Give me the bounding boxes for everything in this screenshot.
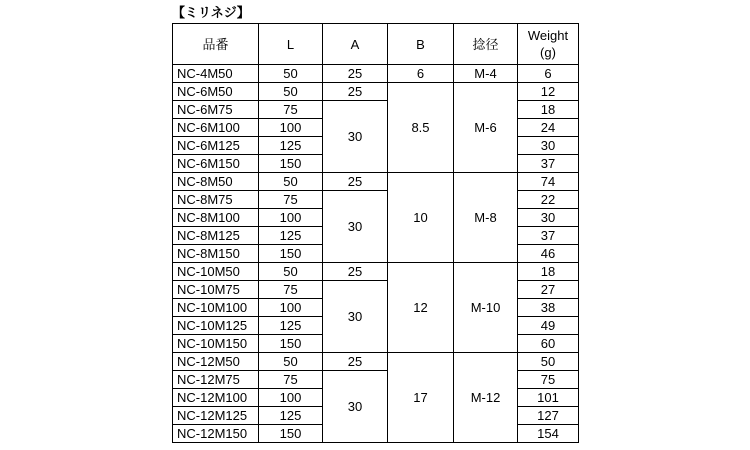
length-cell: 150: [259, 155, 323, 173]
table-row: [173, 173, 579, 191]
table-row: [173, 371, 579, 389]
weight-cell: 101: [518, 389, 579, 407]
weight-cell: 127: [518, 407, 579, 425]
weight-cell: 22: [518, 191, 579, 209]
header-model: 品番: [173, 24, 259, 65]
table-row: [173, 83, 579, 101]
weight-cell: 46: [518, 245, 579, 263]
model-cell: NC-8M75: [173, 191, 259, 209]
a-cell: 30: [323, 281, 388, 353]
table-caption: 【ミリネジ】: [172, 6, 250, 21]
a-cell: 30: [323, 191, 388, 263]
a-cell: 25: [323, 83, 388, 101]
header-row: [173, 24, 579, 65]
weight-cell: 37: [518, 227, 579, 245]
weight-cell: 154: [518, 425, 579, 443]
weight-cell: 30: [518, 137, 579, 155]
thread-cell: M-8: [454, 173, 518, 263]
length-cell: 75: [259, 281, 323, 299]
weight-cell: 74: [518, 173, 579, 191]
model-cell: NC-12M125: [173, 407, 259, 425]
thread-cell: M-10: [454, 263, 518, 353]
length-cell: 75: [259, 101, 323, 119]
weight-cell: 38: [518, 299, 579, 317]
model-cell: NC-4M50: [173, 65, 259, 83]
table-row: [173, 281, 579, 299]
weight-cell: 18: [518, 263, 579, 281]
b-cell: 12: [388, 263, 454, 353]
table-row: [173, 263, 579, 281]
model-cell: NC-6M150: [173, 155, 259, 173]
header-weight: Weight (g): [518, 24, 579, 65]
model-cell: NC-6M125: [173, 137, 259, 155]
weight-cell: 6: [518, 65, 579, 83]
model-cell: NC-6M75: [173, 101, 259, 119]
length-cell: 50: [259, 83, 323, 101]
length-cell: 150: [259, 425, 323, 443]
header-thread: 捻径: [454, 24, 518, 65]
spec-table: [172, 23, 579, 443]
length-cell: 75: [259, 371, 323, 389]
model-cell: NC-10M75: [173, 281, 259, 299]
table-row: [173, 353, 579, 371]
model-cell: NC-12M150: [173, 425, 259, 443]
length-cell: 100: [259, 119, 323, 137]
thread-cell: M-12: [454, 353, 518, 443]
length-cell: 150: [259, 245, 323, 263]
table-body: [173, 65, 579, 443]
table-row: [173, 191, 579, 209]
length-cell: 50: [259, 353, 323, 371]
model-cell: NC-12M100: [173, 389, 259, 407]
length-cell: 100: [259, 299, 323, 317]
length-cell: 125: [259, 317, 323, 335]
length-cell: 100: [259, 389, 323, 407]
b-cell: 8.5: [388, 83, 454, 173]
header-length: L: [259, 24, 323, 65]
weight-cell: 18: [518, 101, 579, 119]
weight-cell: 30: [518, 209, 579, 227]
length-cell: 150: [259, 335, 323, 353]
weight-cell: 12: [518, 83, 579, 101]
length-cell: 125: [259, 137, 323, 155]
table-row: [173, 65, 579, 83]
thread-cell: M-4: [454, 65, 518, 83]
header-a: A: [323, 24, 388, 65]
length-cell: 50: [259, 65, 323, 83]
b-cell: 10: [388, 173, 454, 263]
a-cell: 30: [323, 371, 388, 443]
b-cell: 6: [388, 65, 454, 83]
weight-cell: 27: [518, 281, 579, 299]
a-cell: 30: [323, 101, 388, 173]
thread-cell: M-6: [454, 83, 518, 173]
length-cell: 125: [259, 227, 323, 245]
model-cell: NC-8M125: [173, 227, 259, 245]
model-cell: NC-6M50: [173, 83, 259, 101]
weight-cell: 24: [518, 119, 579, 137]
length-cell: 50: [259, 173, 323, 191]
weight-cell: 75: [518, 371, 579, 389]
model-cell: NC-8M150: [173, 245, 259, 263]
weight-cell: 60: [518, 335, 579, 353]
model-cell: NC-6M100: [173, 119, 259, 137]
model-cell: NC-10M125: [173, 317, 259, 335]
weight-cell: 37: [518, 155, 579, 173]
model-cell: NC-8M100: [173, 209, 259, 227]
weight-cell: 50: [518, 353, 579, 371]
length-cell: 100: [259, 209, 323, 227]
model-cell: NC-10M100: [173, 299, 259, 317]
model-cell: NC-10M150: [173, 335, 259, 353]
length-cell: 50: [259, 263, 323, 281]
a-cell: 25: [323, 65, 388, 83]
a-cell: 25: [323, 353, 388, 371]
model-cell: NC-12M50: [173, 353, 259, 371]
length-cell: 75: [259, 191, 323, 209]
header-b: B: [388, 24, 454, 65]
length-cell: 125: [259, 407, 323, 425]
model-cell: NC-10M50: [173, 263, 259, 281]
a-cell: 25: [323, 173, 388, 191]
model-cell: NC-8M50: [173, 173, 259, 191]
table-row: [173, 101, 579, 119]
b-cell: 17: [388, 353, 454, 443]
a-cell: 25: [323, 263, 388, 281]
weight-cell: 49: [518, 317, 579, 335]
model-cell: NC-12M75: [173, 371, 259, 389]
